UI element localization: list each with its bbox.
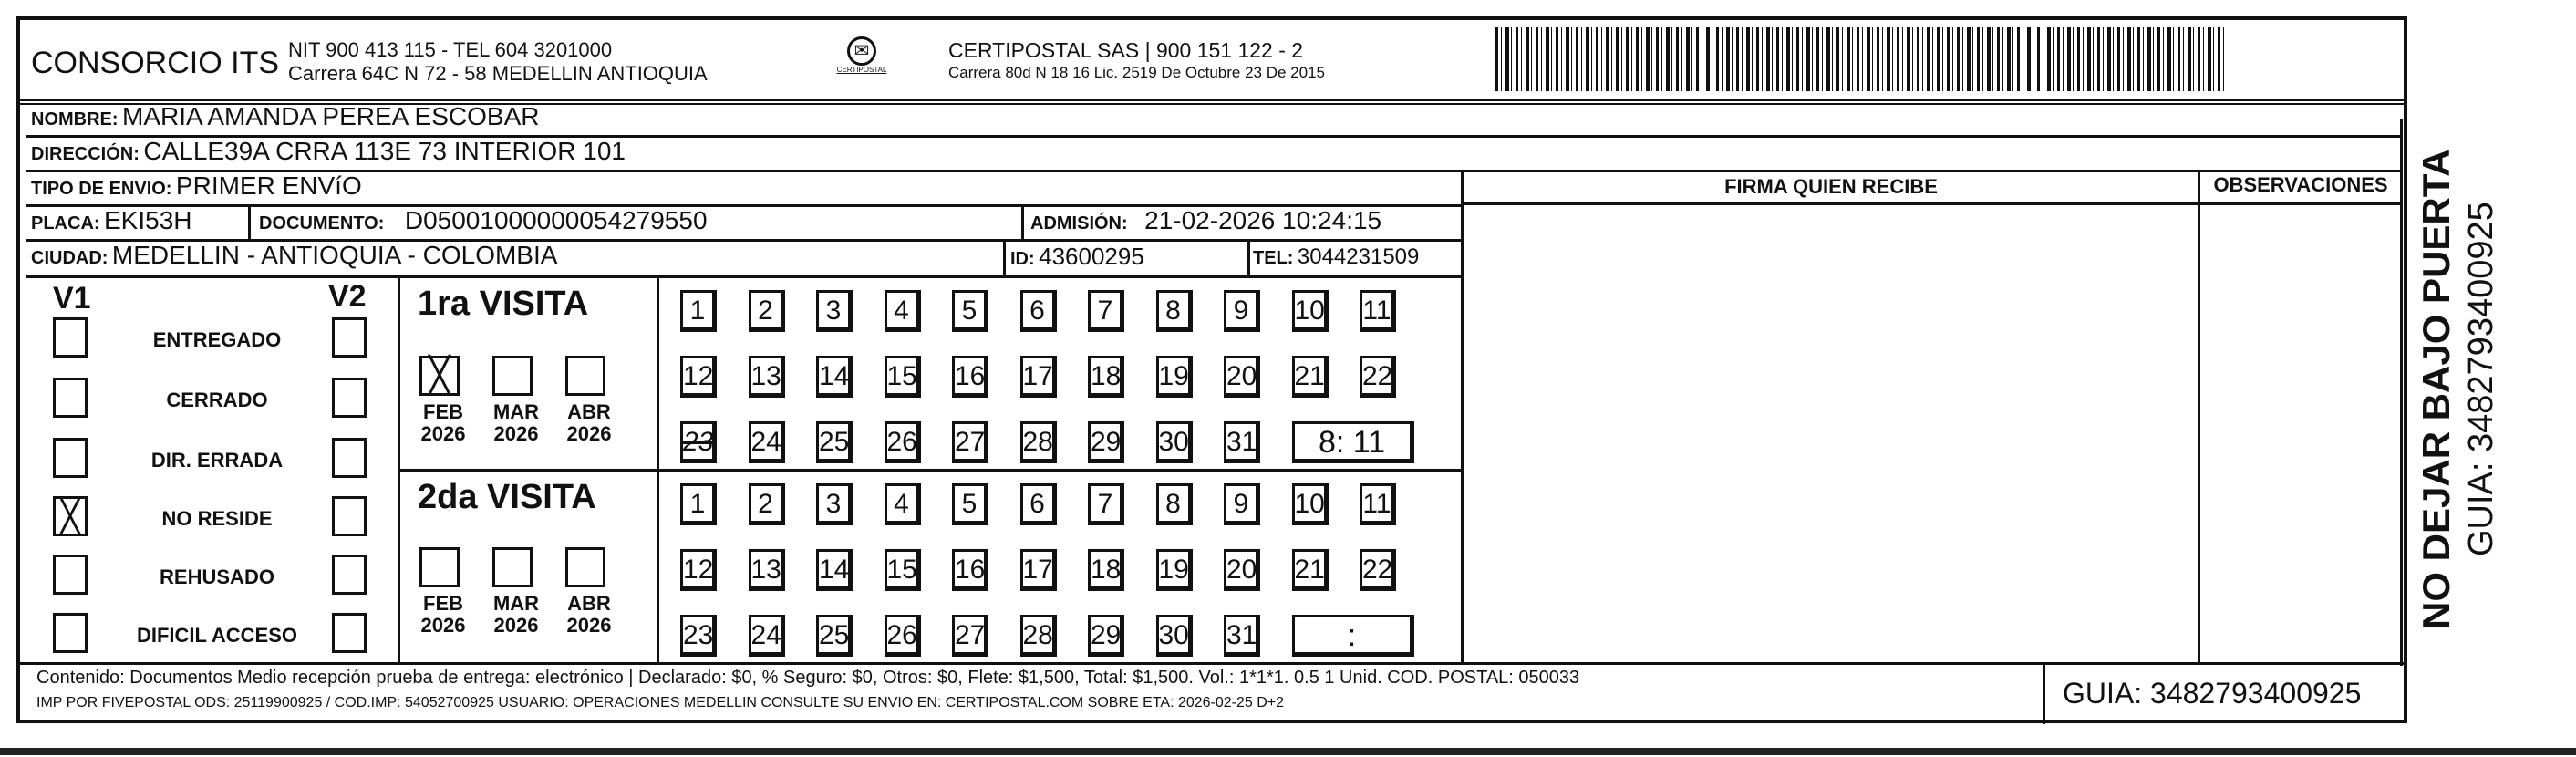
v1-checkbox-dir-errada[interactable]	[53, 438, 88, 478]
side-warning: NO DEJAR BAJO PUERTA	[2415, 149, 2457, 629]
direccion-row: DIRECCIÓN: CALLE39A CRRA 113E 73 INTERIOR 101	[31, 137, 626, 165]
visit1-day-4[interactable]: 4	[885, 290, 921, 332]
visit1-month-label-mar: MAR	[492, 400, 540, 423]
visit2-day-21[interactable]: 21	[1292, 549, 1329, 591]
visit1-day-22[interactable]: 22	[1360, 356, 1396, 398]
visit2-month-checkbox-mar[interactable]	[492, 547, 533, 587]
visit1-day-7[interactable]: 7	[1088, 290, 1124, 332]
visit1-day-5[interactable]: 5	[952, 290, 988, 332]
ciudad-value: MEDELLIN - ANTIOQUIA - COLOMBIA	[111, 241, 558, 269]
v2-checkbox-entregado[interactable]	[332, 317, 367, 358]
visit2-day-2[interactable]: 2	[749, 483, 785, 525]
visit1-day-28[interactable]: 28	[1020, 421, 1057, 463]
visit2-month-checkbox-feb[interactable]	[419, 547, 460, 587]
visit2-day-13[interactable]: 13	[749, 549, 785, 591]
v1-checkbox-no-reside[interactable]: ╳	[53, 496, 88, 536]
visit2-day-29[interactable]: 29	[1088, 615, 1124, 657]
visit1-day-30[interactable]: 30	[1156, 421, 1193, 463]
visit1-month-checkbox-mar[interactable]	[492, 356, 533, 396]
company-name: CONSORCIO ITS	[31, 46, 280, 80]
v1-checkbox-entregado[interactable]	[53, 317, 88, 358]
visit2-day-14[interactable]: 14	[816, 549, 853, 591]
tipo-envio-value: PRIMER ENVíO	[175, 171, 362, 200]
v1-checkbox-cerrado[interactable]	[53, 378, 88, 418]
visit2-day-31[interactable]: 31	[1224, 615, 1260, 657]
v1-label: V1	[53, 281, 91, 316]
visit2-month-label-feb: FEB	[423, 592, 463, 615]
visit2-day-22[interactable]: 22	[1360, 549, 1396, 591]
v2-checkbox-dificil-acceso[interactable]	[332, 613, 367, 653]
visit1-month-label-abr: ABR	[567, 400, 611, 423]
side-guia: GUIA: 3482793400925	[2462, 202, 2500, 556]
visit2-day-16[interactable]: 16	[952, 549, 988, 591]
visit2-day-15[interactable]: 15	[885, 549, 921, 591]
visit2-day-26[interactable]: 26	[885, 615, 921, 657]
status-label-dir-errada: DIR. ERRADA	[150, 449, 284, 472]
visit1-day-13[interactable]: 13	[749, 356, 785, 398]
visit1-day-6[interactable]: 6	[1020, 290, 1057, 332]
visit2-day-10[interactable]: 10	[1292, 483, 1329, 525]
visit2-day-19[interactable]: 19	[1156, 549, 1193, 591]
observaciones-area[interactable]	[2201, 206, 2398, 660]
visit1-day-31[interactable]: 31	[1224, 421, 1260, 463]
visit1-day-19[interactable]: 19	[1156, 356, 1193, 398]
visit1-day-12[interactable]: 12	[680, 356, 717, 398]
visit2-day-9[interactable]: 9	[1224, 483, 1260, 525]
visit2-title: 2da VISITA	[418, 478, 596, 516]
visit1-day-29[interactable]: 29	[1088, 421, 1124, 463]
visit2-day-4[interactable]: 4	[885, 483, 921, 525]
tel-value: 3044231509	[1297, 244, 1420, 269]
visit1-day-1[interactable]: 1	[680, 290, 717, 332]
status-label-no-reside: NO RESIDE	[161, 507, 273, 530]
bottom-edge	[0, 748, 2576, 755]
placa-field: PLACA: EKI53H	[31, 206, 192, 234]
visit1-year-label-abr: 2026	[566, 422, 612, 445]
visit1-day-26[interactable]: 26	[885, 421, 921, 463]
visit2-month-label-mar: MAR	[492, 592, 540, 615]
documento-value: D05001000000054279550	[404, 206, 708, 234]
v2-checkbox-no-reside[interactable]	[332, 496, 367, 536]
header-separator	[16, 99, 2407, 101]
visit1-year-label-feb: 2026	[420, 422, 466, 445]
footer-contenido: Contenido: Documentos Medio recepción prueba de entrega: electrónico | Declarado: $0, % Seguro: $0, Otros: $0, Flete: $1,500, Total: $1,500. Vol.: 1*1*1. 0.5 1 Unid. COD. POSTAL: 050033	[36, 668, 1580, 688]
ciudad-field: CIUDAD: MEDELLIN - ANTIOQUIA - COLOMBIA	[31, 241, 558, 269]
visit1-time-box[interactable]: 8: 11	[1292, 421, 1414, 463]
visit2-day-1[interactable]: 1	[680, 483, 717, 525]
footer-imp: IMP POR FIVEPOSTAL ODS: 25119900925 / COD.IMP: 54052700925 USUARIO: OPERACIONES MEDELLIN CONSULTE SU ENVIO EN: CERTIPOSTAL.COM SOBRE ETA: 2026-02-25 D+2	[36, 695, 1285, 710]
logo-text: CERTIPOSTAL	[836, 66, 887, 74]
visit2-month-checkbox-abr[interactable]	[565, 547, 605, 587]
company-address: Carrera 64C N 72 - 58 MEDELLIN ANTIOQUIA	[288, 62, 708, 85]
visit1-day-17[interactable]: 17	[1020, 356, 1057, 398]
visit1-day-18[interactable]: 18	[1088, 356, 1124, 398]
visit2-year-label-feb: 2026	[420, 614, 466, 637]
firma-column-divider	[1461, 170, 1464, 662]
visit2-day-20[interactable]: 20	[1224, 549, 1260, 591]
visit1-month-label-feb: FEB	[423, 400, 463, 423]
visit2-day-17[interactable]: 17	[1020, 549, 1057, 591]
nombre-value: MARIA AMANDA PEREA ESCOBAR	[122, 102, 540, 130]
visit2-time-box[interactable]: :	[1292, 615, 1414, 657]
direccion-value: CALLE39A CRRA 113E 73 INTERIOR 101	[143, 137, 626, 165]
v2-checkbox-rehusado[interactable]	[332, 555, 367, 595]
certipostal-line2: Carrera 80d N 18 16 Lic. 2519 De Octubre 23 De 2015	[948, 64, 1325, 81]
visit2-day-8[interactable]: 8	[1156, 483, 1193, 525]
visit2-year-label-abr: 2026	[566, 614, 612, 637]
footer-guia: GUIA: 3482793400925	[2063, 677, 2362, 710]
barcode	[1495, 27, 2225, 91]
company-nit-tel: NIT 900 413 115 - TEL 604 3201000	[288, 38, 613, 61]
visit1-day-9[interactable]: 9	[1224, 290, 1260, 332]
status-label-entregado: ENTREGADO	[152, 328, 282, 351]
visit1-day-16[interactable]: 16	[952, 356, 988, 398]
visit1-day-2[interactable]: 2	[749, 290, 785, 332]
v2-checkbox-cerrado[interactable]	[332, 378, 367, 418]
visit2-day-5[interactable]: 5	[952, 483, 988, 525]
visit2-day-23[interactable]: 23	[680, 615, 717, 657]
visit1-day-21[interactable]: 21	[1292, 356, 1329, 398]
visit1-day-23[interactable]: 23	[680, 421, 717, 463]
visit2-day-18[interactable]: 18	[1088, 549, 1124, 591]
id-value: 43600295	[1039, 243, 1144, 270]
visit1-day-25[interactable]: 25	[816, 421, 853, 463]
admision-field: ADMISIÓN: 21-02-2026 10:24:15	[1030, 206, 1382, 234]
v2-checkbox-dir-errada[interactable]	[332, 438, 367, 478]
status-label-dificil-acceso: DIFICIL ACCESO	[136, 624, 297, 647]
visit2-day-25[interactable]: 25	[816, 615, 853, 657]
footer-separator	[16, 662, 2407, 665]
v1-checkbox-dificil-acceso[interactable]	[53, 613, 88, 653]
visit2-day-30[interactable]: 30	[1156, 615, 1193, 657]
visit1-day-14[interactable]: 14	[816, 356, 853, 398]
visit2-day-27[interactable]: 27	[952, 615, 988, 657]
visit1-day-8[interactable]: 8	[1156, 290, 1193, 332]
tel-field: TEL: 3044231509	[1253, 244, 1420, 269]
visit2-day-6[interactable]: 6	[1020, 483, 1057, 525]
observaciones-header: OBSERVACIONES	[2213, 173, 2388, 196]
certipostal-line1: CERTIPOSTAL SAS | 900 151 122 - 2	[948, 38, 1304, 62]
visit1-day-24[interactable]: 24	[749, 421, 785, 463]
visit2-day-11[interactable]: 11	[1360, 483, 1396, 525]
status-label-cerrado: CERRADO	[166, 389, 268, 411]
visit2-month-label-abr: ABR	[567, 592, 611, 615]
v2-label: V2	[328, 279, 367, 314]
visit1-day-11[interactable]: 11	[1360, 290, 1396, 332]
visit1-day-20[interactable]: 20	[1224, 356, 1260, 398]
admision-value: 21-02-2026 10:24:15	[1144, 206, 1382, 234]
visit1-day-10[interactable]: 10	[1292, 290, 1329, 332]
certipostal-logo	[830, 36, 894, 91]
visit2-day-24[interactable]: 24	[749, 615, 785, 657]
visit1-day-3[interactable]: 3	[816, 290, 853, 332]
nombre-row: NOMBRE: MARIA AMANDA PEREA ESCOBAR	[31, 102, 540, 130]
visit2-day-28[interactable]: 28	[1020, 615, 1057, 657]
visit1-year-label-mar: 2026	[493, 422, 539, 445]
firma-header: FIRMA QUIEN RECIBE	[1724, 175, 1938, 198]
visit2-day-12[interactable]: 12	[680, 549, 717, 591]
status-label-rehusado: REHUSADO	[160, 565, 274, 588]
v1-checkbox-rehusado[interactable]	[53, 555, 88, 595]
visit1-day-27[interactable]: 27	[952, 421, 988, 463]
id-field: ID: 43600295	[1010, 243, 1144, 270]
visit2-year-label-mar: 2026	[493, 614, 539, 637]
visit1-title: 1ra VISITA	[418, 285, 589, 323]
visit2-day-3[interactable]: 3	[816, 483, 853, 525]
envelope-icon: ✉	[847, 36, 876, 66]
visit2-day-7[interactable]: 7	[1088, 483, 1124, 525]
visit1-day-15[interactable]: 15	[885, 356, 921, 398]
placa-value: EKI53H	[104, 206, 192, 234]
firma-area[interactable]	[1464, 206, 2196, 660]
visit1-month-checkbox-feb[interactable]: ╳	[419, 356, 460, 396]
visit1-month-checkbox-abr[interactable]	[565, 356, 605, 396]
tipo-envio-row: TIPO DE ENVIO: PRIMER ENVíO	[31, 171, 362, 200]
documento-field: DOCUMENTO: D05001000000054279550	[259, 206, 708, 234]
